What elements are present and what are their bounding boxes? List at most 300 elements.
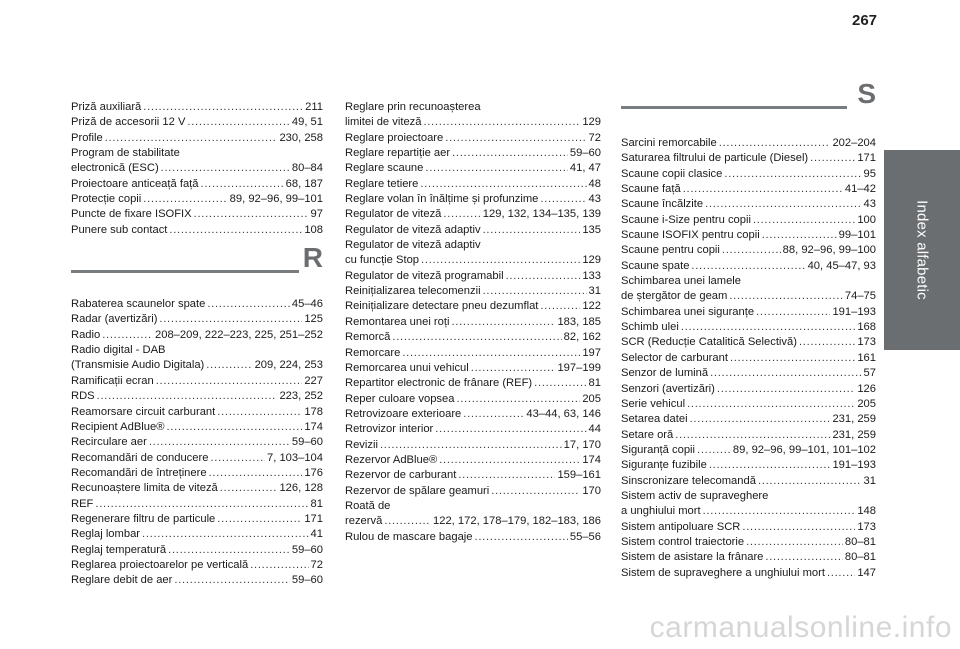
index-line (621, 305, 876, 320)
entry-term: (Transmisie Audio Digitala) (71, 359, 205, 372)
entry-page-refs: 209, 224, 253 (254, 359, 323, 372)
dot-leader (758, 474, 862, 489)
dot-leader (445, 131, 586, 146)
entry-term: REF (71, 497, 94, 510)
index-entry (621, 474, 876, 489)
entry-term: Scaune încălzite (621, 198, 704, 211)
index-entry (621, 167, 876, 182)
dot-leader (420, 177, 586, 192)
dot-leader (421, 253, 580, 268)
index-entry (71, 223, 323, 238)
entry-page-refs: 81 (588, 377, 601, 390)
index-entry (621, 458, 876, 473)
index-line (71, 512, 323, 527)
entry-term: Reglare debit de aer (71, 574, 173, 587)
entry-page-refs: 44 (588, 423, 601, 436)
entry-term: Reglaj lombar (71, 528, 141, 541)
entry-term: Regulator de viteză programabil (345, 269, 504, 282)
dot-leader (439, 453, 580, 468)
dot-leader (730, 351, 855, 366)
dot-leader (471, 361, 556, 376)
index-entry (621, 550, 876, 565)
dot-leader (159, 312, 302, 327)
dot-leader (143, 192, 227, 207)
dot-leader (491, 484, 580, 499)
entry-term: Regulator de viteză adaptiv (345, 239, 481, 252)
entry-term: electronică (ESC) (71, 162, 159, 175)
index-line (71, 115, 323, 130)
index-entry (621, 197, 876, 212)
dot-leader (687, 397, 855, 412)
entry-term: Setarea datei (621, 413, 688, 426)
entry-page-refs: 59–60 (291, 436, 323, 449)
entry-term: Regenerare filtru de particule (71, 512, 216, 525)
index-line (345, 253, 601, 268)
index-line (345, 453, 601, 468)
entry-term: Siguranță copii (621, 443, 696, 456)
index-entry (345, 453, 601, 468)
index-line (621, 136, 876, 151)
entry-term: Saturarea filtrului de particule (Diesel) (621, 152, 809, 165)
dot-leader (250, 558, 308, 573)
index-entry (345, 484, 601, 499)
index-entry (345, 499, 601, 530)
index-line (71, 131, 323, 146)
index-entry (71, 558, 323, 573)
entry-page-refs: 230, 258 (279, 131, 323, 144)
index-entry (621, 259, 876, 274)
dot-leader (456, 392, 580, 407)
section-letter: R (302, 242, 323, 274)
index-line (71, 374, 323, 389)
index-entry (71, 543, 323, 558)
index-line (345, 422, 601, 437)
entry-term: RDS (71, 390, 95, 403)
index-line (345, 299, 601, 314)
index-entry (71, 420, 323, 435)
index-line (71, 207, 323, 222)
index-line (621, 213, 876, 228)
entry-term: Reamorsare circuit carburant (71, 405, 216, 418)
entry-term: Recirculare aer (71, 436, 147, 449)
index-line (71, 328, 323, 343)
entry-term: Rezervor de spălare geamuri (345, 484, 490, 497)
entry-page-refs: 170 (582, 484, 601, 497)
entry-term: Punere sub contact (71, 223, 168, 236)
dot-leader (691, 259, 805, 274)
index-entry (621, 412, 876, 427)
index-entry (345, 207, 601, 222)
entry-page-refs: 205 (582, 392, 601, 405)
index-entry (621, 274, 876, 305)
entry-term: Protecție copii (71, 193, 142, 206)
index-line (345, 330, 601, 345)
entry-term: Remorcare (345, 346, 401, 359)
index-entry (345, 422, 601, 437)
watermark: carmanualsonline.info (649, 611, 952, 644)
index-entry (345, 407, 601, 422)
index-line (71, 435, 323, 450)
dot-leader (729, 289, 843, 304)
index-line (621, 458, 876, 473)
index-entry (71, 527, 323, 542)
index-line (621, 197, 876, 212)
entry-page-refs: 89, 92–96, 99–101 (229, 193, 323, 206)
index-entry (345, 284, 601, 299)
entry-term: Reglare prin recunoașterea (345, 101, 481, 113)
entry-term: a unghiului mort (621, 505, 701, 518)
dot-leader (724, 167, 861, 182)
entry-page-refs: 135 (582, 223, 601, 236)
index-entry (345, 238, 601, 269)
index-entry (71, 405, 323, 420)
entry-page-refs: 208–209, 222–223, 225, 251–252 (155, 328, 323, 341)
entry-page-refs: 41 (310, 528, 323, 541)
entry-page-refs: 231, 259 (832, 428, 876, 441)
index-line (345, 392, 601, 407)
index-entry (71, 100, 323, 115)
index-line (621, 151, 876, 166)
index-entry (345, 161, 601, 176)
dot-leader (506, 269, 581, 284)
dot-leader (810, 151, 855, 166)
dot-leader (187, 115, 289, 130)
index-entry (621, 443, 876, 458)
index-entry (345, 438, 601, 453)
index-line (345, 376, 601, 391)
index-entry (71, 451, 323, 466)
index-entry (621, 397, 876, 412)
entry-page-refs: 43 (588, 193, 601, 206)
dot-leader (402, 346, 580, 361)
dot-leader (142, 527, 309, 542)
index-entry (345, 361, 601, 376)
index-entry (71, 374, 323, 389)
entry-page-refs: 148 (857, 505, 876, 518)
entry-page-refs: 129 (582, 116, 601, 129)
entry-page-refs: 129 (582, 254, 601, 267)
index-entry (621, 566, 876, 581)
dot-leader (95, 497, 308, 512)
entry-term: Sistem de asistare la frânare (621, 551, 764, 564)
dot-leader (156, 374, 303, 389)
entry-term: SCR (Reducție Catalitică Selectivă) (621, 336, 797, 349)
entry-term: Reinițializarea telecomenzii (345, 285, 481, 298)
entry-page-refs: 191–193 (832, 305, 876, 318)
entry-term: Retrovizoare exterioare (345, 407, 462, 420)
dot-leader (540, 192, 586, 207)
index-entry (621, 382, 876, 397)
dot-leader (683, 182, 843, 197)
entry-page-refs: 57 (863, 367, 876, 380)
dot-leader (143, 100, 303, 115)
index-entry (345, 100, 601, 131)
side-tab-label: Index alfabetic (913, 200, 931, 300)
entry-page-refs: 178 (304, 405, 323, 418)
entry-term: Roată de (345, 499, 391, 512)
index-line (71, 481, 323, 496)
dot-leader (149, 435, 290, 450)
index-line (71, 405, 323, 420)
entry-term: Rezervor AdBlue® (345, 453, 438, 466)
dot-leader (483, 223, 581, 238)
dot-leader (392, 330, 561, 345)
index-line (621, 474, 876, 489)
entry-term: Priză auxiliară (71, 101, 142, 113)
index-line (345, 131, 601, 146)
entry-term: Senzori (avertizări) (621, 382, 715, 395)
dot-leader (174, 573, 289, 588)
entry-term: Scaune pentru copii (621, 244, 720, 257)
dot-leader (443, 207, 480, 222)
entry-term: Reper culoare vopsea (345, 392, 455, 405)
index-line (345, 284, 601, 299)
dot-leader (765, 550, 842, 565)
dot-leader (451, 315, 555, 330)
index-entry (345, 131, 601, 146)
dot-leader (534, 376, 586, 391)
dot-leader (380, 438, 562, 453)
dot-leader (102, 328, 153, 343)
dot-leader (717, 382, 855, 397)
dot-leader (209, 466, 303, 481)
entry-page-refs: 41, 47 (569, 162, 601, 175)
entry-page-refs: 197 (582, 346, 601, 359)
entries-p (71, 100, 323, 238)
entry-page-refs: 202–204 (832, 137, 876, 149)
entry-term: Radar (avertizări) (71, 313, 158, 326)
entry-term: Reglare proiectoare (345, 131, 444, 144)
section-header-r (71, 242, 323, 294)
index-line (71, 558, 323, 573)
dot-leader (210, 451, 265, 466)
index-line (345, 530, 601, 545)
entry-term: Reinițializare detectare pneu dezumflat (345, 300, 539, 313)
entry-page-refs: 95 (863, 167, 876, 180)
entry-term: Rabaterea scaunelor spate (71, 298, 206, 311)
index-entry (71, 115, 323, 130)
entry-term: Recunoaștere limita de viteză (71, 482, 218, 495)
entry-page-refs: 191–193 (832, 459, 876, 472)
entry-term: Reglare volan în înălțime și profunzime (345, 193, 539, 206)
dot-leader (194, 207, 309, 222)
index-line (621, 259, 876, 274)
index-entry (621, 366, 876, 381)
entry-page-refs: 31 (863, 474, 876, 487)
index-entry (345, 223, 601, 238)
entry-term: Remorcarea unui vehicul (345, 361, 469, 374)
entry-page-refs: 81 (310, 497, 323, 510)
index-entry (345, 376, 601, 391)
index-line (345, 361, 601, 376)
entries-r-continued (345, 100, 601, 545)
index-line (71, 161, 323, 176)
index-entry (621, 335, 876, 350)
side-section-tab (884, 150, 960, 350)
index-entry (345, 269, 601, 284)
index-line (71, 497, 323, 512)
entry-page-refs: 80–81 (844, 551, 876, 564)
index-entry (71, 177, 323, 192)
index-entry (345, 192, 601, 207)
index-column-2 (345, 100, 601, 545)
entry-term: Schimbarea unei siguranțe (621, 305, 755, 318)
entry-term: Revizii (345, 438, 378, 451)
entry-page-refs: 173 (857, 520, 876, 533)
dot-leader (475, 530, 568, 545)
index-line (71, 223, 323, 238)
index-line (345, 346, 601, 361)
entry-page-refs: 17, 170 (563, 438, 601, 451)
index-line (621, 428, 876, 443)
entry-page-refs: 205 (857, 397, 876, 410)
dot-leader (827, 566, 855, 581)
entry-page-refs: 176 (304, 466, 323, 479)
dot-leader (483, 284, 587, 299)
entry-page-refs: 43 (863, 198, 876, 211)
index-line (71, 297, 323, 312)
dot-leader (207, 297, 290, 312)
index-line (71, 192, 323, 207)
entry-page-refs: 59–60 (291, 574, 323, 587)
index-entry (71, 207, 323, 222)
index-entry (71, 328, 323, 343)
dot-leader (742, 520, 855, 535)
dot-leader (220, 481, 278, 496)
entry-term: limitei de viteză (345, 116, 422, 129)
index-entry (71, 146, 323, 177)
index-line (621, 167, 876, 182)
entry-page-refs: 126, 128 (279, 482, 323, 495)
index-entry (71, 192, 323, 207)
entry-term: Selector de carburant (621, 351, 728, 364)
index-line (621, 335, 876, 350)
section-rule (71, 270, 299, 273)
entry-term: Proiectoare anticeață față (71, 177, 199, 190)
index-entry (71, 297, 323, 312)
section-header-s (621, 78, 876, 130)
entry-page-refs: 88, 92–96, 99–100 (782, 244, 876, 257)
entry-term: Scaune spate (621, 259, 690, 272)
entry-term: Recomandări de întreținere (71, 466, 207, 479)
dot-leader (169, 223, 302, 238)
dot-leader (690, 412, 831, 427)
index-line (71, 389, 323, 404)
index-line (71, 420, 323, 435)
entries-s (621, 100, 876, 581)
entry-term: Sarcini remorcabile (621, 137, 717, 149)
dot-leader (435, 422, 586, 437)
index-entry (71, 466, 323, 481)
index-line (621, 550, 876, 565)
index-entry (621, 182, 876, 197)
index-entry (345, 392, 601, 407)
entry-term: Sistem control traiectorie (621, 535, 745, 548)
entry-page-refs: 89, 92–96, 99–101, 101–102 (732, 443, 876, 456)
entry-term: Scaune copii clasice (621, 167, 723, 180)
index-entry (345, 330, 601, 345)
index-entry (345, 177, 601, 192)
entry-page-refs: 80–84 (291, 162, 323, 175)
entry-term: Scaune față (621, 183, 681, 196)
index-entry (621, 305, 876, 320)
entry-page-refs: 45–46 (291, 298, 323, 311)
entry-term: Serie vehicul (621, 397, 686, 410)
index-line (621, 397, 876, 412)
index-line (345, 146, 601, 161)
index-line (345, 269, 601, 284)
index-line (621, 566, 876, 581)
dot-leader (168, 543, 290, 558)
index-line (71, 573, 323, 588)
index-line (71, 527, 323, 542)
entries-r (71, 297, 323, 589)
dot-leader (710, 366, 861, 381)
entry-term: de ștergător de geam (621, 290, 728, 303)
entry-term: Puncte de fixare ISOFIX (71, 208, 192, 221)
entry-term: Recomandări de conducere (71, 451, 209, 464)
index-entry (71, 512, 323, 527)
index-line (71, 466, 323, 481)
entry-term: Recipient AdBlue® (71, 420, 165, 433)
dot-leader (722, 243, 781, 258)
index-entry (345, 315, 601, 330)
entry-page-refs: 197–199 (557, 361, 601, 374)
index-line (345, 161, 601, 176)
entry-page-refs: 147 (857, 566, 876, 579)
entry-term: Reglaj temperatură (71, 543, 167, 556)
index-entry (621, 136, 876, 151)
index-line (345, 484, 601, 499)
dot-leader (105, 131, 278, 146)
entry-term: Profile (71, 131, 103, 144)
dot-leader (97, 389, 278, 404)
entry-term: Sinscronizare telecomandă (621, 474, 756, 487)
index-entry (621, 520, 876, 535)
dot-leader (762, 228, 837, 243)
dot-leader (753, 213, 855, 228)
index-line (621, 351, 876, 366)
entry-term: Setare oră (621, 428, 674, 441)
index-entry (71, 312, 323, 327)
index-entry (345, 299, 601, 314)
index-line (71, 177, 323, 192)
entry-page-refs: 129, 132, 134–135, 139 (482, 208, 601, 221)
index-line (71, 100, 323, 115)
entry-page-refs: 74–75 (844, 290, 876, 303)
index-entry (71, 131, 323, 146)
dot-leader (756, 305, 830, 320)
entry-term: Reglare tetiere (345, 177, 419, 190)
entry-page-refs: 97 (310, 208, 323, 221)
entry-page-refs: 55–56 (569, 530, 601, 543)
index-entry (621, 535, 876, 550)
entry-term: Radio (71, 328, 101, 341)
index-entry (621, 428, 876, 443)
entry-term: Ramificații ecran (71, 374, 154, 387)
index-line (621, 443, 876, 458)
entry-term: Priză de accesorii 12 V (71, 116, 186, 129)
index-line (345, 192, 601, 207)
index-line (621, 289, 876, 304)
entry-page-refs: 231, 259 (832, 413, 876, 426)
entry-page-refs: 227 (304, 374, 323, 387)
dot-leader (166, 420, 302, 435)
index-line (71, 451, 323, 466)
entry-page-refs: 122, 172, 178–179, 182–183, 186 (433, 515, 601, 528)
index-entry (71, 481, 323, 496)
entry-term: Program de stabilitate (71, 147, 180, 160)
